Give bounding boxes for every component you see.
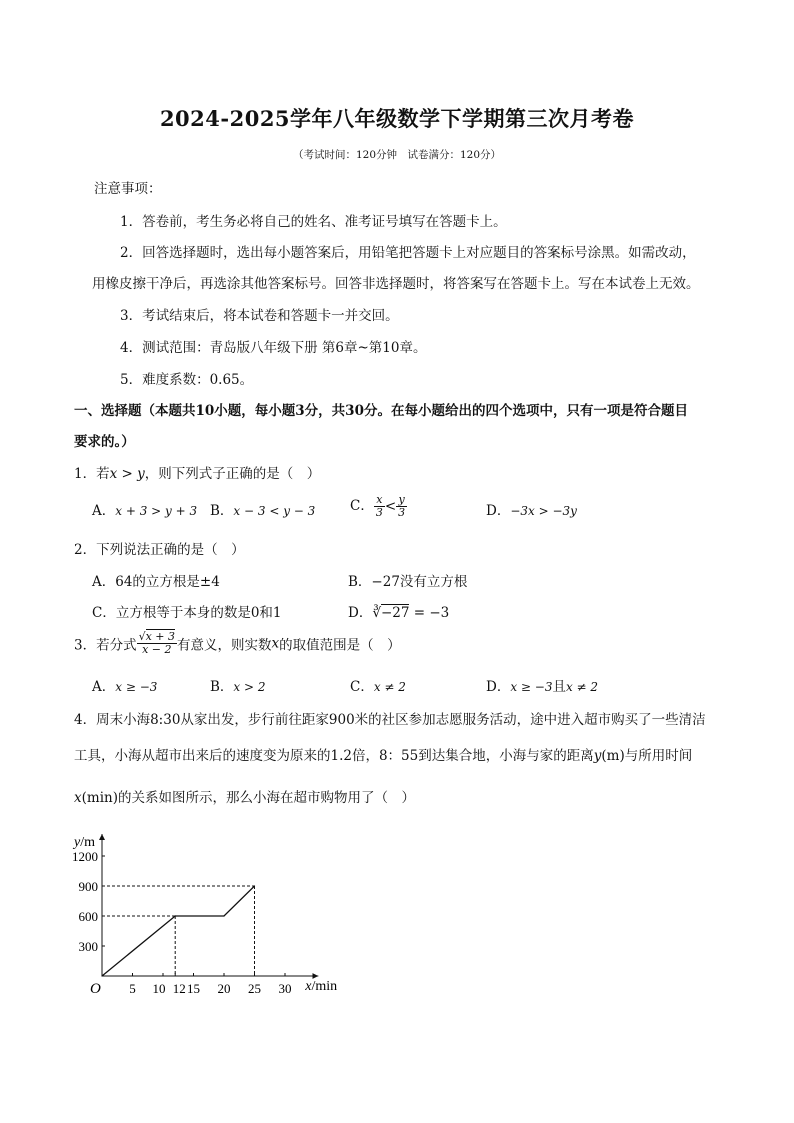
q3-option-b: B．x > 2	[210, 679, 266, 695]
notice-item: 1．答卷前，考生务必将自己的姓名、准考证号填写在答题卡上。	[120, 214, 507, 230]
x-tick-label: 25	[248, 981, 261, 996]
series-line	[102, 886, 255, 976]
exam-info: （考试时间：120分钟 试卷满分：120分）	[292, 149, 502, 161]
q2-option-b: B．−27没有立方根	[348, 574, 468, 590]
q1-option-c: C． $\frac{x}{3}$ < $\frac{y}{3}$	[350, 493, 406, 519]
q1-option-b: B．x − 3 < y − 3	[210, 503, 316, 519]
section-heading: 一、选择题（本题共10小题，每小题3分，共30分。在每小题给出的四个选项中，只有一项是符合题目	[74, 403, 688, 419]
y-tick-label: 900	[78, 879, 98, 894]
x-tick-label: 15	[187, 981, 200, 996]
x-tick-label: 5	[129, 981, 136, 996]
fraction: $\frac{√x + 3}{x - 2}$	[138, 630, 176, 656]
x-tick-label: 10	[152, 981, 166, 996]
question-4-stem: 4．周末小海8:30从家出发，步行前往距家900米的社区参加志愿服务活动，途中进入超市购买了一些清洁	[74, 712, 706, 728]
q2-option-c: C．立方根等于本身的数是0和1	[92, 605, 282, 621]
question-4-stem-cont: 工具，小海从超市出来后的速度变为原来的1.2倍，8：55到达集合地，小海与家的距离y(m)与所用时间	[74, 748, 693, 764]
question-1-stem: 1．若x > y，则下列式子正确的是（ ）	[74, 466, 321, 482]
notice-heading: 注意事项：	[94, 181, 162, 197]
notice-item: 用橡皮擦干净后，再选涂其他答案标号。回答非选择题时，将答案写在答题卡上。写在本试卷上无效。	[92, 276, 700, 292]
distance-time-chart	[66, 818, 356, 1003]
fraction: $\frac{x}{3}$	[375, 493, 383, 519]
cube-root-sign: ∛	[372, 605, 381, 621]
q3-option-c: C．x ≠ 2	[350, 679, 406, 695]
q1-option-d: D．−3x > −3y	[486, 503, 577, 519]
x-axis-label: x/min	[305, 979, 338, 994]
notice-item: 4．测试范围：青岛版八年级下册 第6章~第10章。	[120, 340, 427, 356]
x-tick-label: 20	[217, 981, 231, 996]
data-point	[254, 885, 255, 886]
y-tick-label: 600	[78, 909, 98, 924]
notice-item: 2．回答选择题时，选出每小题答案后，用铅笔把答题卡上对应题目的答案标号涂黑。如需改动，	[120, 245, 696, 261]
q2-option-a: A．64的立方根是±4	[92, 574, 220, 590]
fraction: $\frac{y}{3}$	[398, 493, 406, 519]
data-point	[223, 915, 224, 916]
q3-option-a: A．x ≥ −3	[92, 679, 158, 695]
data-point	[175, 915, 176, 916]
y-tick-label: 300	[78, 939, 98, 954]
question-2-stem: 2．下列说法正确的是（ ）	[74, 542, 245, 558]
notice-item: 3．考试结束后，将本试卷和答题卡一并交回。	[120, 308, 399, 324]
question-4-stem-end: x(min)的关系如图所示，那么小海在超市购物用了（ ）	[74, 790, 415, 806]
page-title: 2024-2025学年八年级数学下学期第三次月考卷	[159, 106, 635, 131]
x-tick-label: 30	[278, 981, 292, 996]
question-3-stem: 3．若分式 $\frac{√x + 3}{x - 2}$ 有意义，则实数x的取值范围是（ ）	[74, 630, 401, 656]
notice-item: 5．难度系数：0.65。	[120, 372, 254, 388]
origin-label: O	[90, 981, 101, 997]
condition: x > y	[109, 466, 145, 482]
q2-option-d: D．∛−27 = −3	[348, 605, 450, 621]
data-point	[101, 975, 102, 976]
q1-option-a: A．x + 3 > y + 3	[92, 503, 198, 519]
section-heading-cont: 要求的。）	[74, 434, 135, 450]
q3-option-d: D．x ≥ −3且x ≠ 2	[486, 679, 599, 695]
y-axis-label: y/m	[74, 835, 95, 850]
y-tick-label: 1200	[72, 849, 98, 864]
x-tick-label: 12	[172, 981, 186, 996]
